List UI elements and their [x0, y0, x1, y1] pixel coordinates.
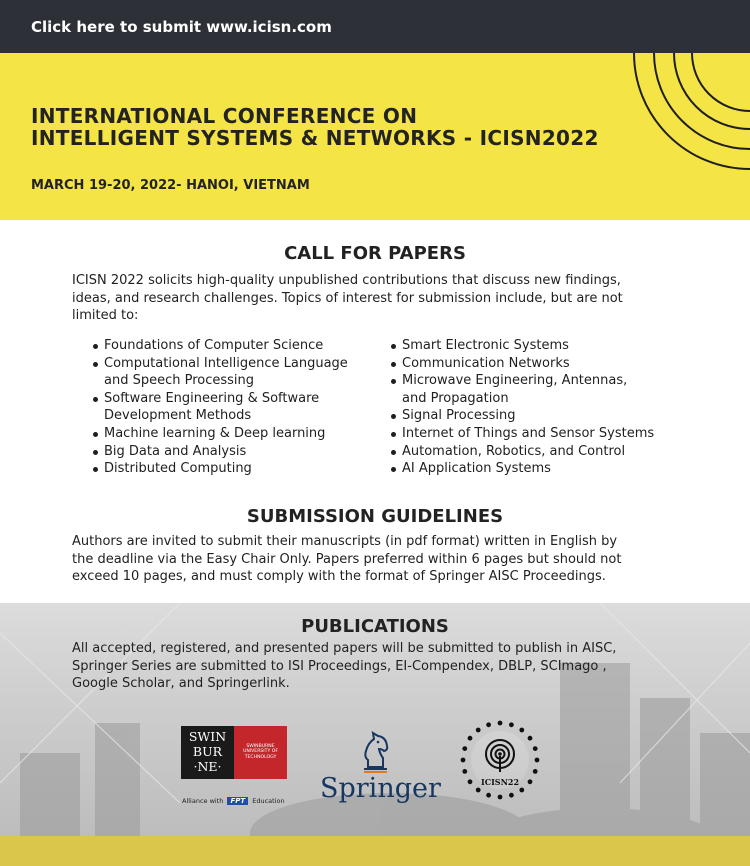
knight-chess-icon: [356, 727, 396, 773]
submission-guidelines-text: [72, 533, 672, 586]
call-intro-line: ICISN 2022 solicits high-quality unpublished contributions that discuss new findings,: [72, 273, 621, 288]
topic-item: [92, 390, 348, 425]
publications-text: [72, 640, 672, 693]
topics-right-list: [390, 337, 654, 478]
guideline-line: the deadline via the Easy Chair Only. Papers preferred within 6 pages but should not: [72, 551, 622, 567]
icisn22-logo: [460, 720, 540, 800]
topic-text: Big Data and Analysis: [104, 443, 247, 459]
topic-text: Communication Networks: [402, 355, 570, 371]
icisn-signal-icon: [460, 720, 540, 800]
topic-item: [92, 337, 348, 355]
swinburne-word-line: ·NE·: [193, 759, 222, 774]
call-intro-line: limited to:: [72, 308, 139, 324]
fpt-alliance-logo: [182, 797, 285, 805]
publication-line: Google Scholar, and Springerlink.: [72, 676, 290, 692]
topic-text: Software Engineering & Software: [104, 390, 320, 406]
bottom-band: [0, 836, 750, 866]
topic-item: [92, 460, 348, 478]
topic-text: Signal Processing: [402, 408, 516, 424]
guideline-line: exceed 10 pages, and must comply with the format of Springer AISC Proceedings.: [72, 569, 606, 585]
springer-wordmark: Springer: [320, 773, 441, 804]
topic-item: [92, 425, 348, 443]
call-for-papers-title: CALL FOR PAPERS: [284, 243, 466, 264]
swinburne-logo: [181, 726, 287, 779]
hero-banner: [0, 53, 750, 220]
conference-title-line-2: INTELLIGENT SYSTEMS & NETWORKS - ICISN2022: [31, 126, 599, 150]
swinburne-word-line: BUR: [192, 744, 223, 759]
topic-item: [390, 407, 654, 425]
topic-item: [92, 443, 348, 461]
topic-text: Machine learning & Deep learning: [104, 425, 326, 441]
topic-text: Microwave Engineering, Antennas,: [402, 373, 628, 389]
topic-text: Internet of Things and Sensor Systems: [402, 425, 655, 441]
alliance-suffix: Education: [252, 797, 285, 805]
swinburne-subtitle: SWINBURNE UNIVERSITY OF TECHNOLOGY: [234, 726, 287, 779]
publications-section: [0, 603, 750, 866]
fpt-brand: FPT: [227, 797, 248, 805]
topic-text: Automation, Robotics, and Control: [402, 443, 626, 459]
topic-text: AI Application Systems: [402, 461, 551, 477]
call-intro: [72, 272, 672, 325]
publication-line: All accepted, registered, and presented papers will be submitted to publish in AISC,: [72, 641, 617, 656]
topic-item: [390, 425, 654, 443]
decorative-arcs-icon: [590, 53, 750, 220]
conference-title-line-1: INTERNATIONAL CONFERENCE ON: [31, 104, 418, 128]
guideline-line: Authors are invited to submit their manuscripts (in pdf format) written in English by: [72, 534, 618, 549]
springer-logo: [320, 727, 441, 811]
topic-text: Distributed Computing: [104, 461, 252, 477]
topic-text: Smart Electronic Systems: [402, 338, 569, 353]
submission-guidelines-title: SUBMISSION GUIDELINES: [246, 506, 504, 527]
topic-item: [390, 337, 654, 355]
topic-text: Development Methods: [104, 408, 252, 424]
swinburne-wordmark: [181, 726, 234, 779]
topic-item: [390, 443, 654, 461]
topic-item: [390, 355, 654, 373]
topic-text: and Speech Processing: [104, 373, 255, 389]
conference-title: [31, 105, 599, 149]
topic-item: [390, 372, 654, 407]
publications-title: PUBLICATIONS: [301, 616, 449, 637]
topics-left-list: [92, 337, 348, 478]
topic-text: Foundations of Computer Science: [104, 338, 324, 353]
topic-text: Computational Intelligence Language: [104, 355, 348, 371]
topic-item: [92, 355, 348, 390]
topic-text: and Propagation: [402, 390, 509, 406]
topic-item: [390, 460, 654, 478]
publication-line: Springer Series are submitted to ISI Proceedings, EI-Compendex, DBLP, SCImago ,: [72, 658, 607, 674]
conference-date: MARCH 19-20, 2022- HANOI, VIETNAM: [31, 178, 310, 193]
alliance-prefix: Alliance with: [182, 797, 224, 805]
submit-link[interactable]: Click here to submit www.icisn.com: [0, 0, 750, 53]
icisn22-label: ICISN22: [480, 777, 520, 787]
call-intro-line: ideas, and research challenges. Topics of interest for submission include, but are not: [72, 290, 623, 306]
swinburne-word-line: SWIN: [188, 729, 227, 744]
